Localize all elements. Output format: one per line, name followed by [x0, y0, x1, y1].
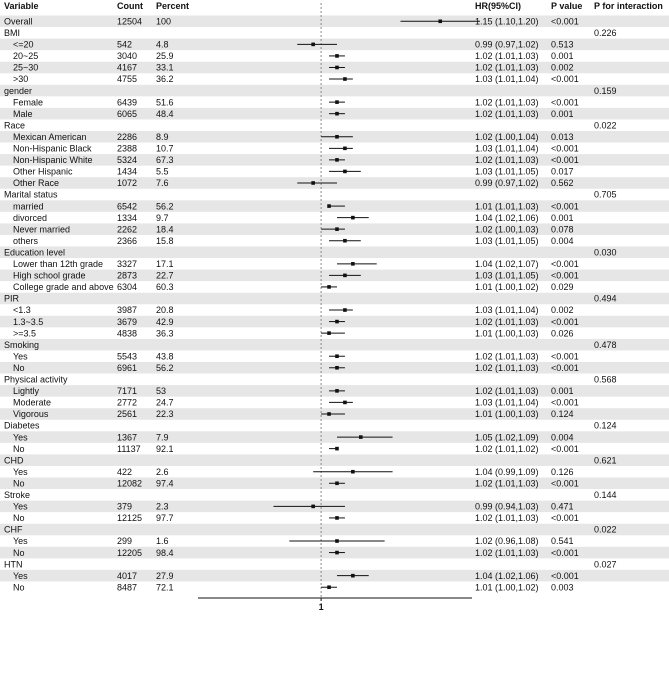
count-cell: 3327	[117, 259, 138, 270]
hr-point	[335, 354, 339, 358]
percent-cell: 22.3	[156, 409, 174, 420]
group-label: Marital status	[4, 189, 58, 200]
percent-cell: 100	[156, 16, 172, 27]
group-label: Smoking	[4, 339, 40, 350]
p-value-cell: 0.013	[551, 131, 574, 142]
percent-cell: 97.7	[156, 513, 174, 524]
percent-cell: 67.3	[156, 155, 174, 166]
hr-point	[343, 308, 347, 312]
hr-point	[311, 181, 315, 185]
table-row	[4, 490, 617, 500]
p-interaction-cell: 0.159	[594, 85, 617, 96]
count-cell: 12125	[117, 513, 143, 524]
count-cell: 5324	[117, 155, 138, 166]
hr-point	[335, 112, 339, 116]
count-cell: 4167	[117, 62, 138, 73]
percent-cell: 92.1	[156, 443, 174, 454]
subgroup-label: Non-Hispanic Black	[13, 143, 92, 154]
hr-ci-cell: 1.02 (1.01,1.03)	[475, 386, 539, 397]
hr-point	[335, 551, 339, 555]
hr-ci-cell: 1.02 (1.01,1.03)	[475, 51, 539, 62]
x-axis-tick-label: 1	[318, 602, 324, 612]
count-cell: 11137	[117, 443, 141, 454]
subgroup-label: Lightly	[13, 386, 40, 397]
subgroup-label: Yes	[13, 536, 28, 547]
hr-ci-cell: 1.03 (1.01,1.04)	[475, 74, 539, 85]
hr-ci-cell: 1.03 (1.01,1.05)	[475, 166, 539, 177]
percent-cell: 20.8	[156, 305, 174, 316]
p-value-cell: <0.001	[551, 513, 579, 524]
subgroup-label: 1.3~3.5	[13, 316, 44, 327]
header-count: Count	[117, 1, 143, 11]
p-value-cell: <0.001	[551, 547, 579, 558]
p-value-cell: 0.002	[551, 305, 574, 316]
hr-point	[438, 19, 442, 23]
count-cell: 6304	[117, 282, 138, 293]
count-cell: 3987	[117, 305, 138, 316]
hr-ci-cell: 1.02 (1.01,1.03)	[475, 316, 539, 327]
count-cell: 6542	[117, 201, 138, 212]
percent-cell: 43.8	[156, 351, 174, 362]
percent-cell: 42.9	[156, 316, 174, 327]
count-cell: 1072	[117, 178, 138, 189]
header-hr: HR(95%CI)	[475, 1, 522, 11]
table-row	[4, 559, 617, 569]
table-row	[13, 97, 579, 107]
p-value-cell: 0.017	[551, 166, 574, 177]
subgroup-label: divorced	[13, 212, 48, 223]
p-value-cell: <0.001	[551, 362, 579, 373]
hr-ci-cell: 1.02 (1.01,1.03)	[475, 62, 539, 73]
hr-ci-cell: 1.02 (1.01,1.03)	[475, 351, 539, 362]
count-cell: 5543	[117, 351, 138, 362]
count-cell: 1334	[117, 212, 138, 223]
hr-point	[335, 227, 339, 231]
hr-ci-cell: 1.03 (1.01,1.04)	[475, 305, 539, 316]
count-cell: 6065	[117, 108, 138, 119]
group-label: Diabetes	[4, 420, 40, 431]
hr-point	[327, 331, 331, 335]
subgroup-label: Yes	[13, 570, 28, 581]
p-value-cell: 0.004	[551, 235, 574, 246]
group-label: Physical activity	[4, 374, 68, 385]
hr-ci-cell: 1.02 (1.01,1.03)	[475, 97, 539, 108]
group-label: Stroke	[4, 490, 31, 501]
subgroup-label: Other Hispanic	[13, 166, 73, 177]
percent-cell: 36.2	[156, 74, 174, 85]
subgroup-label: No	[13, 478, 25, 489]
percent-cell: 53	[156, 386, 167, 397]
group-label: PIR	[4, 293, 20, 304]
percent-cell: 7.6	[156, 178, 169, 189]
count-cell: 6961	[117, 362, 138, 373]
table-row	[13, 513, 579, 523]
subgroup-label: others	[13, 235, 39, 246]
p-value-cell: 0.026	[551, 328, 574, 339]
p-value-cell: 0.126	[551, 466, 574, 477]
hr-ci-cell: 1.04 (1.02,1.06)	[475, 212, 539, 223]
percent-cell: 51.6	[156, 97, 174, 108]
p-interaction-cell: 0.027	[594, 559, 617, 570]
subgroup-label: <1.3	[13, 305, 31, 316]
row-band	[0, 524, 669, 536]
hr-point	[343, 274, 347, 278]
subgroup-label: 20~25	[13, 51, 39, 62]
count-cell: 4755	[117, 74, 138, 85]
hr-point	[343, 239, 347, 243]
subgroup-label: Male	[13, 108, 33, 119]
p-value-cell: 0.001	[551, 212, 574, 223]
hr-ci-cell: 1.03 (1.01,1.04)	[475, 143, 539, 154]
p-value-cell: 0.001	[551, 51, 574, 62]
count-cell: 2388	[117, 143, 138, 154]
percent-cell: 33.1	[156, 62, 174, 73]
p-value-cell: <0.001	[551, 201, 579, 212]
p-value-cell: 0.029	[551, 282, 574, 293]
row-band	[0, 85, 669, 97]
percent-cell: 2.3	[156, 501, 169, 512]
subgroup-label: Moderate	[13, 397, 52, 408]
subgroup-label: Vigorous	[13, 409, 49, 420]
table-row	[4, 120, 617, 130]
hr-point	[311, 43, 315, 47]
count-cell: 3040	[117, 51, 138, 62]
subgroup-label: 25~30	[13, 62, 39, 73]
p-interaction-cell: 0.030	[594, 247, 617, 258]
p-value-cell: <0.001	[551, 270, 579, 281]
percent-cell: 98.4	[156, 547, 174, 558]
row-band	[0, 247, 669, 259]
hr-ci-cell: 1.02 (1.01,1.03)	[475, 513, 539, 524]
table-row	[13, 444, 579, 454]
percent-cell: 10.7	[156, 143, 174, 154]
hr-point	[327, 585, 331, 589]
percent-cell: 5.5	[156, 166, 169, 177]
percent-cell: 15.8	[156, 235, 174, 246]
p-value-cell: 0.001	[551, 386, 574, 397]
percent-cell: 48.4	[156, 108, 174, 119]
subgroup-label: No	[13, 362, 25, 373]
count-cell: 2286	[117, 131, 138, 142]
percent-cell: 60.3	[156, 282, 174, 293]
group-label: CHF	[4, 524, 23, 535]
subgroup-label: High school grade	[13, 270, 86, 281]
p-interaction-cell: 0.494	[594, 293, 617, 304]
hr-point	[343, 147, 347, 151]
p-value-cell: <0.001	[551, 478, 579, 489]
p-value-cell: <0.001	[551, 351, 579, 362]
count-cell: 299	[117, 536, 133, 547]
hr-ci-cell: 1.04 (1.02,1.07)	[475, 259, 539, 270]
p-value-cell: <0.001	[551, 570, 579, 581]
hr-point	[351, 216, 355, 220]
hr-ci-cell: 1.04 (1.02,1.06)	[475, 570, 539, 581]
subgroup-label: <=20	[13, 39, 34, 50]
count-cell: 2772	[117, 397, 138, 408]
x-axis	[198, 598, 472, 612]
subgroup-label: No	[13, 582, 25, 593]
table-row	[13, 351, 579, 361]
hr-point	[343, 170, 347, 174]
hr-ci-cell: 1.02 (1.00,1.04)	[475, 131, 539, 142]
count-cell: 1434	[117, 166, 138, 177]
percent-cell: 17.1	[156, 259, 174, 270]
p-value-cell: <0.001	[551, 143, 579, 154]
hr-point	[343, 401, 347, 405]
subgroup-label: No	[13, 443, 25, 454]
hr-point	[327, 412, 331, 416]
table-row	[13, 51, 574, 61]
hr-ci-cell: 0.99 (0.97,1.02)	[475, 178, 539, 189]
header-row	[4, 1, 663, 11]
table-row	[13, 467, 574, 477]
subgroup-label: Other Race	[13, 178, 60, 189]
percent-cell: 1.6	[156, 536, 169, 547]
hr-point	[327, 285, 331, 289]
count-cell: 2262	[117, 224, 138, 235]
subgroup-label: >=3.5	[13, 328, 37, 339]
percent-cell: 8.9	[156, 131, 169, 142]
p-value-cell: 0.004	[551, 432, 574, 443]
percent-cell: 2.6	[156, 466, 169, 477]
percent-cell: 4.8	[156, 39, 169, 50]
hr-ci-cell: 1.02 (1.01,1.03)	[475, 362, 539, 373]
hr-ci-cell: 1.01 (1.00,1.02)	[475, 282, 539, 293]
hr-point	[335, 481, 339, 485]
group-label: Overall	[4, 16, 33, 27]
percent-cell: 72.1	[156, 582, 174, 593]
header-p-interaction: P for interaction	[594, 1, 663, 11]
hr-ci-cell: 1.03 (1.01,1.05)	[475, 235, 539, 246]
percent-cell: 7.9	[156, 432, 169, 443]
p-value-cell: 0.003	[551, 582, 574, 593]
hr-point	[335, 516, 339, 520]
table-row	[13, 259, 579, 269]
hr-point	[335, 158, 339, 162]
percent-cell: 25.9	[156, 51, 174, 62]
percent-cell: 9.7	[156, 212, 169, 223]
header-variable: Variable	[4, 1, 39, 11]
count-cell: 542	[117, 39, 133, 50]
percent-cell: 27.9	[156, 570, 174, 581]
group-label: Education level	[4, 247, 66, 258]
hr-ci-cell: 1.01 (1.00,1.03)	[475, 328, 539, 339]
hr-ci-cell: 1.04 (0.99,1.09)	[475, 466, 539, 477]
subgroup-label: Lower than 12th grade	[13, 259, 104, 270]
p-value-cell: <0.001	[551, 16, 579, 27]
p-interaction-cell: 0.226	[594, 28, 617, 39]
table-row	[4, 28, 617, 38]
count-cell: 4838	[117, 328, 138, 339]
hr-point	[335, 66, 339, 70]
percent-cell: 97.4	[156, 478, 174, 489]
p-interaction-cell: 0.621	[594, 455, 617, 466]
table-row	[13, 328, 574, 338]
header-p-value: P value	[551, 1, 583, 11]
table-row	[13, 536, 574, 546]
table-row	[4, 421, 617, 431]
count-cell: 422	[117, 466, 133, 477]
hr-point	[359, 435, 363, 439]
percent-cell: 56.2	[156, 362, 174, 373]
hr-ci-cell: 1.05 (1.02,1.09)	[475, 432, 539, 443]
hr-ci-cell: 1.01 (1.00,1.03)	[475, 409, 539, 420]
hr-ci-cell: 1.03 (1.01,1.05)	[475, 270, 539, 281]
group-label: HTN	[4, 559, 23, 570]
p-interaction-cell: 0.478	[594, 339, 617, 350]
p-value-cell: <0.001	[551, 259, 579, 270]
count-cell: 4017	[117, 570, 138, 581]
group-label: gender	[4, 85, 33, 96]
table-row	[13, 167, 574, 177]
table-row	[13, 236, 574, 246]
subgroup-label: Yes	[13, 466, 28, 477]
count-cell: 2873	[117, 270, 138, 281]
hr-point	[335, 389, 339, 393]
count-cell: 12504	[117, 16, 143, 27]
table-row	[13, 305, 574, 315]
p-value-cell: <0.001	[551, 443, 579, 454]
hr-ci-cell: 1.02 (0.96,1.08)	[475, 536, 539, 547]
count-cell: 2366	[117, 235, 138, 246]
table-row	[13, 144, 579, 154]
table-row	[13, 282, 574, 292]
table-row	[13, 213, 574, 223]
table-row	[13, 74, 579, 84]
p-interaction-cell: 0.568	[594, 374, 617, 385]
row-band	[0, 293, 669, 305]
count-cell: 1367	[117, 432, 138, 443]
p-value-cell: <0.001	[551, 97, 579, 108]
count-cell: 8487	[117, 582, 138, 593]
table-row	[4, 375, 617, 385]
hr-point	[351, 470, 355, 474]
subgroup-label: married	[13, 201, 44, 212]
subgroup-label: >30	[13, 74, 29, 85]
row-band	[0, 339, 669, 351]
count-cell: 379	[117, 501, 133, 512]
percent-cell: 36.3	[156, 328, 174, 339]
percent-cell: 18.4	[156, 224, 174, 235]
hr-point	[327, 204, 331, 208]
header-percent: Percent	[156, 1, 190, 11]
hr-point	[311, 505, 315, 509]
hr-ci-cell: 1.02 (1.01,1.03)	[475, 108, 539, 119]
p-interaction-cell: 0.705	[594, 189, 617, 200]
group-label: CHD	[4, 455, 24, 466]
hr-point	[335, 366, 339, 370]
hr-ci-cell: 1.03 (1.01,1.04)	[475, 397, 539, 408]
p-interaction-cell: 0.022	[594, 524, 617, 535]
hr-ci-cell: 1.02 (1.01,1.03)	[475, 547, 539, 558]
count-cell: 6439	[117, 97, 138, 108]
hr-ci-cell: 1.02 (1.01,1.03)	[475, 478, 539, 489]
percent-cell: 22.7	[156, 270, 174, 281]
subgroup-label: Yes	[13, 432, 28, 443]
p-value-cell: 0.078	[551, 224, 574, 235]
percent-cell: 56.2	[156, 201, 174, 212]
subgroup-label: College grade and above	[13, 282, 114, 293]
hr-point	[343, 77, 347, 81]
hr-ci-cell: 1.01 (1.01,1.03)	[475, 201, 539, 212]
hr-ci-cell: 1.02 (1.01,1.02)	[475, 443, 539, 454]
hr-point	[335, 54, 339, 58]
p-value-cell: <0.001	[551, 397, 579, 408]
hr-ci-cell: 0.99 (0.97,1.02)	[475, 39, 539, 50]
percent-cell: 24.7	[156, 397, 174, 408]
group-label: Race	[4, 120, 26, 131]
subgroup-label: No	[13, 547, 25, 558]
hr-ci-cell: 0.99 (0.94,1.03)	[475, 501, 539, 512]
subgroup-label: Yes	[13, 501, 28, 512]
hr-point	[335, 100, 339, 104]
subgroup-label: Female	[13, 97, 44, 108]
hr-ci-cell: 1.02 (1.01,1.03)	[475, 155, 539, 166]
subgroup-label: Non-Hispanic White	[13, 155, 93, 166]
p-value-cell: 0.001	[551, 108, 574, 119]
table-row	[13, 398, 579, 408]
hr-point	[335, 447, 339, 451]
p-value-cell: 0.541	[551, 536, 574, 547]
hr-ci-cell: 1.15 (1.10,1.20)	[475, 16, 539, 27]
p-value-cell: 0.562	[551, 178, 574, 189]
p-value-cell: 0.513	[551, 39, 574, 50]
subgroup-label: Mexican American	[13, 131, 87, 142]
p-value-cell: <0.001	[551, 316, 579, 327]
p-value-cell: 0.002	[551, 62, 574, 73]
subgroup-label: No	[13, 513, 25, 524]
count-cell: 7171	[117, 386, 138, 397]
hr-point	[351, 262, 355, 266]
subgroup-label: Never married	[13, 224, 71, 235]
p-value-cell: <0.001	[551, 74, 579, 85]
hr-point	[335, 539, 339, 543]
p-interaction-cell: 0.124	[594, 420, 617, 431]
table-row	[4, 190, 617, 200]
count-cell: 3679	[117, 316, 138, 327]
hr-point	[335, 135, 339, 139]
row-band	[0, 454, 669, 466]
p-value-cell: <0.001	[551, 155, 579, 166]
count-cell: 12205	[117, 547, 143, 558]
p-value-cell: 0.124	[551, 409, 574, 420]
hr-ci-cell: 1.02 (1.00,1.03)	[475, 224, 539, 235]
table-row	[13, 582, 574, 592]
hr-ci-cell: 1.01 (1.00,1.02)	[475, 582, 539, 593]
p-value-cell: 0.471	[551, 501, 574, 512]
hr-point	[351, 574, 355, 578]
count-cell: 12082	[117, 478, 143, 489]
count-cell: 2561	[117, 409, 138, 420]
group-label: BMI	[4, 28, 21, 39]
p-interaction-cell: 0.022	[594, 120, 617, 131]
hr-point	[335, 320, 339, 324]
p-interaction-cell: 0.144	[594, 490, 617, 501]
subgroup-label: Yes	[13, 351, 28, 362]
